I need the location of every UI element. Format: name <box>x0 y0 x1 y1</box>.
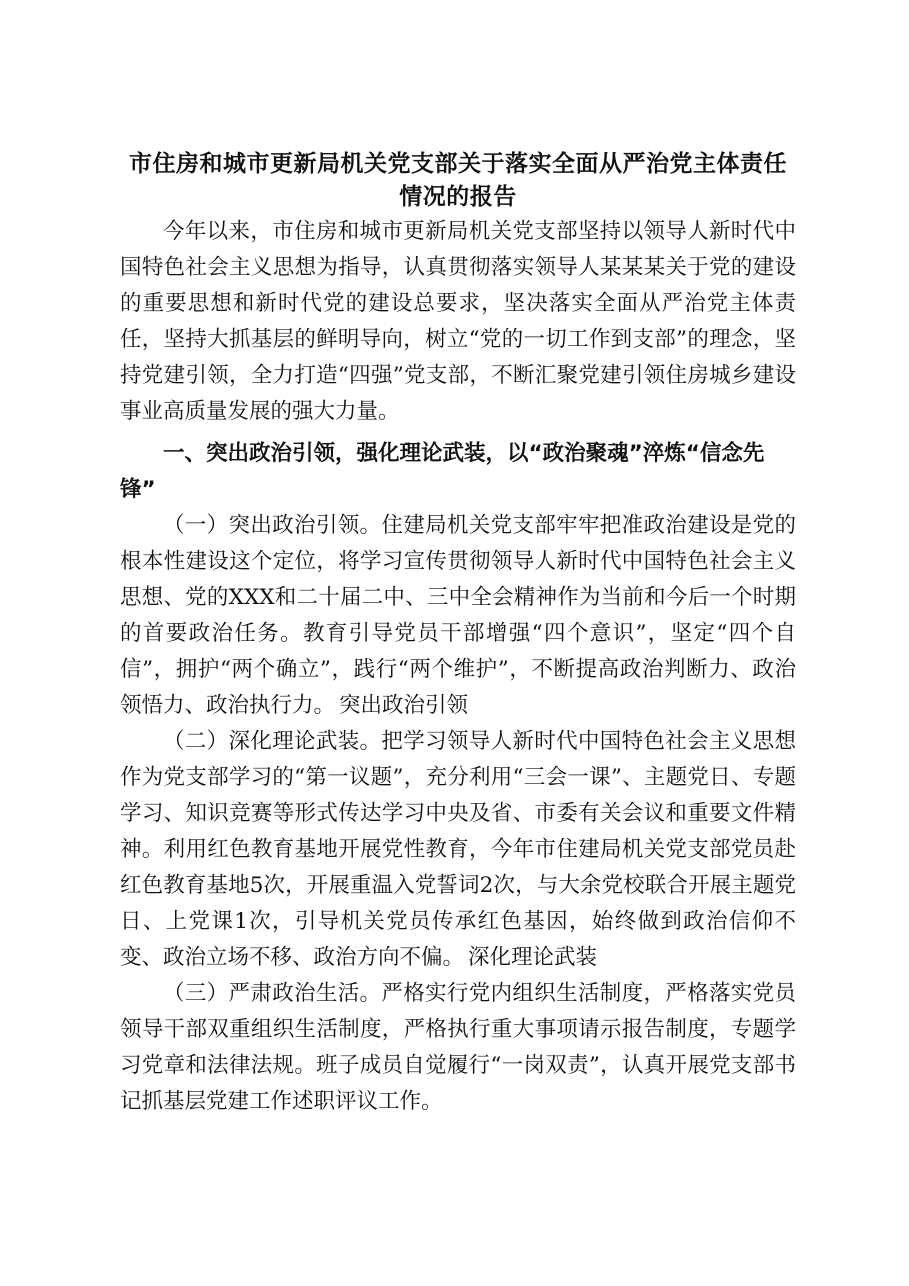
item-paragraph-2 <box>120 724 796 976</box>
item-tail-1: 突出政治引领 <box>339 693 469 718</box>
section-heading-1: 一、突出政治引领，强化理论武装，以“政治聚魂”淬炼“信念先锋” <box>120 441 765 502</box>
item-paragraph-1 <box>120 508 796 724</box>
document-title: 市住房和城市更新局机关党支部关于落实全面从严治党主体责任情况的报告 <box>129 151 787 210</box>
item-tail-2: 深化理论武装 <box>468 945 598 970</box>
item-text-1: （一）突出政治引领。住建局机关党支部牢牢把准政治建设是党的根本性建设这个定位，将学习宣传贯彻领导人新时代中国特色社会主义思想、党的XXX和二十届二中、三中全会精神作为当前和今后一个时期的首要政治任务。教育引导党员干部增强“四个意识”，坚定“四个自信”，拥护“两个确立”，践行“两个维护”，不断提高政治判断力、政治领悟力、政治执行力。 <box>120 513 796 718</box>
document-page <box>120 148 796 1120</box>
intro-paragraph: 今年以来，市住房和城市更新局机关党支部坚持以领导人新时代中国特色社会主义思想为指导，认真贯彻落实领导人某某某关于党的建设的重要思想和新时代党的建设总要求，坚决落实全面从严治党主体责任，坚持大抓基层的鲜明导向，树立“党的一切工作到支部”的理念，坚持党建引领，全力打造“四强”党支部，不断汇聚党建引领住房城乡建设事业高质量发展的强大力量。 <box>120 219 796 424</box>
item-paragraph-3: （三）严肃政治生活。严格实行党内组织生活制度，严格落实党员领导干部双重组织生活制度，严格执行重大事项请示报告制度，专题学习党章和法律法规。班子成员自觉履行“一岗双责”，认真开展党支部书记抓基层党建工作述职评议工作。 <box>120 981 796 1114</box>
item-text-2: （二）深化理论武装。把学习领导人新时代中国特色社会主义思想作为党支部学习的“第一议题”，充分利用“三会一课”、主题党日、专题学习、知识竞赛等形式传达学习中央及省、市委有关会议和重要文件精神。利用红色教育基地开展党性教育，今年市住建局机关党支部党员赴红色教育基地5次，开展重温入党誓词2次，与大余党校联合开展主题党日、上党课1次，引导机关党员传承红色基因，始终做到政治信仰不变、政治立场不移、政治方向不偏。 <box>120 729 796 970</box>
